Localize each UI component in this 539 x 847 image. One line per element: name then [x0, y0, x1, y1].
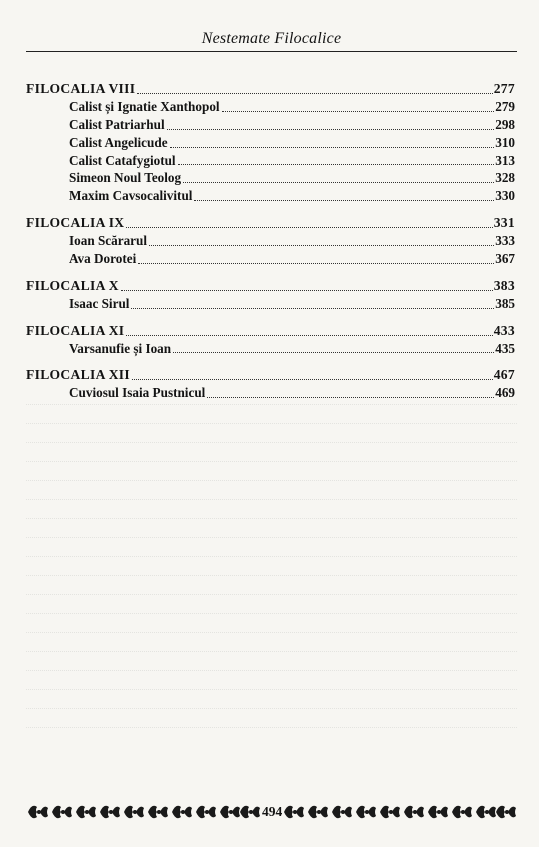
- entry-title: Calist Catafygiotul: [69, 152, 176, 168]
- toc-section: [26, 214, 515, 268]
- dot-leader: [138, 262, 494, 264]
- toc-section-heading: [26, 322, 515, 340]
- toc-section-heading: [26, 214, 515, 232]
- dot-leader: [173, 351, 494, 353]
- toc-entry: [26, 232, 515, 250]
- section-page: 433: [493, 322, 515, 338]
- toc-entry: [26, 134, 515, 152]
- section-title: FILOCALIA X: [26, 277, 119, 293]
- entry-page: 310: [495, 134, 515, 150]
- entry-title: Calist Patriarhul: [69, 116, 165, 132]
- dot-leader: [194, 199, 494, 201]
- entry-page: 385: [495, 295, 515, 311]
- toc-entry: [26, 295, 515, 313]
- toc-section: [26, 322, 515, 358]
- toc-section-heading: [26, 277, 515, 295]
- entry-title: Calist Angelicude: [69, 134, 168, 150]
- entry-page: 469: [495, 385, 515, 401]
- toc-entry: [26, 169, 515, 187]
- floral-ornament-right: [282, 801, 517, 823]
- toc-entry: [26, 187, 515, 205]
- toc-section: [26, 277, 515, 313]
- entry-title: Calist și Ignatie Xanthopol: [69, 98, 220, 114]
- floral-ornament-left: [26, 801, 261, 823]
- entry-page: 367: [495, 251, 515, 267]
- section-title: FILOCALIA XII: [26, 367, 130, 383]
- section-title: FILOCALIA IX: [26, 215, 125, 231]
- dot-leader: [170, 146, 495, 148]
- page-number: 494: [262, 804, 283, 819]
- entry-page: 313: [495, 152, 515, 168]
- dot-leader: [137, 92, 492, 94]
- header-rule: [26, 51, 517, 52]
- dot-leader: [167, 128, 495, 130]
- toc-entry: [26, 98, 515, 116]
- section-page: 383: [493, 277, 515, 293]
- toc-entry: [26, 116, 515, 134]
- dot-leader: [222, 110, 495, 112]
- page-footer: [26, 797, 517, 827]
- dot-leader: [183, 181, 494, 183]
- entry-page: 435: [495, 340, 515, 356]
- section-page: 277: [493, 81, 515, 96]
- entry-title: Simeon Noul Teolog: [69, 170, 182, 186]
- dot-leader: [121, 289, 493, 291]
- entry-title: Ava Dorotei: [69, 251, 137, 267]
- toc-section-heading: [26, 366, 515, 384]
- dot-leader: [131, 307, 494, 309]
- section-page: 331: [493, 215, 515, 231]
- section-page: 467: [493, 367, 515, 383]
- toc-section-heading: [26, 80, 515, 98]
- entry-title: Isaac Sirul: [69, 295, 130, 311]
- entry-page: 298: [495, 116, 515, 132]
- section-title: FILOCALIA XI: [26, 322, 125, 338]
- bleed-through-texture: [26, 395, 517, 757]
- toc-entry: [26, 250, 515, 268]
- entry-page: 279: [495, 98, 515, 114]
- entry-title: Cuviosul Isaia Pustnicul: [69, 385, 206, 401]
- running-header: Nestemate Filocalice: [201, 30, 342, 47]
- entry-title: Maxim Cavsocalivitul: [69, 188, 193, 204]
- entry-page: 328: [495, 170, 515, 186]
- dot-leader: [132, 378, 493, 380]
- entry-page: 330: [495, 188, 515, 204]
- dot-leader: [149, 244, 494, 246]
- dot-leader: [126, 334, 492, 336]
- toc-section: [26, 80, 515, 205]
- toc-entry: [26, 340, 515, 358]
- entry-title: Varsanufie și Ioan: [69, 340, 172, 356]
- entry-page: 333: [495, 233, 515, 249]
- dot-leader: [178, 163, 495, 165]
- section-title: FILOCALIA VIII: [26, 81, 136, 96]
- table-of-contents: [26, 80, 515, 411]
- dot-leader: [126, 226, 492, 228]
- toc-entry: [26, 152, 515, 170]
- entry-title: Ioan Scărarul: [69, 233, 148, 249]
